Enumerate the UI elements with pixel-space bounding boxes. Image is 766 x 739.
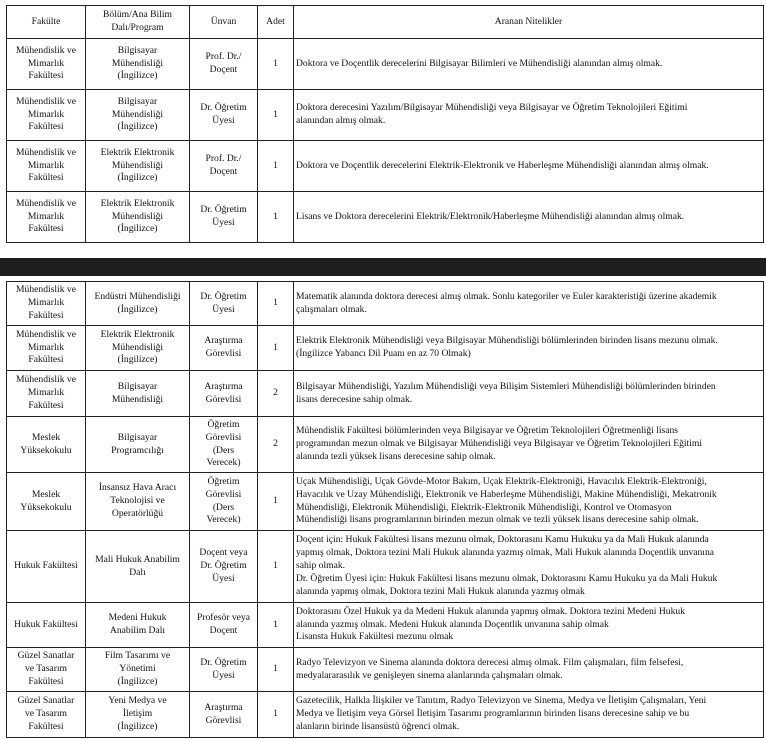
cell-department: Bilgisayar Programcılığı [86,417,190,473]
cell-requirements: Doktora ve Doçentlik derecelerini Elektrik-Elektronik ve Haberleşme Mühendisliği alanından almış olmak. [294,141,764,192]
cell-faculty: Mühendislik ve Mimarlık Fakültesi [7,39,86,90]
cell-requirements: Elektrik Elektronik Mühendisliği veya Bilgisayar Mühendisliği bölümlerinden birinden lisans mezunu olmak. (İngilizce Yabancı Dil Puanı en az 70 Olmak) [294,326,764,371]
cell-title: Prof. Dr./ Doçent [190,39,258,90]
cell-department: Elektrik Elektronik Mühendisliği (İngilizce) [86,326,190,371]
cell-title: Prof. Dr./ Doçent [190,141,258,192]
cell-title: Araştırma Görevlisi [190,371,258,417]
cell-title: Araştırma Görevlisi [190,326,258,371]
table-row [7,648,764,692]
cell-title: Dr. Öğretim Üyesi [190,192,258,243]
cell-requirements: Lisans ve Doktora derecelerini Elektrik/Elektronik/Haberleşme Mühendisliği alanından almış olmak. [294,192,764,243]
cell-title: Profesör veya Doçent [190,603,258,648]
cell-count: 1 [258,90,294,141]
cell-count: 1 [258,531,294,603]
table-row [7,371,764,417]
cell-faculty: Mühendislik ve Mimarlık Fakültesi [7,192,86,243]
cell-faculty: Güzel Sanatlar ve Tasarım Fakültesi [7,692,86,738]
table-row [7,90,764,141]
header-title: Ünvan [190,6,258,39]
cell-count: 1 [258,692,294,738]
table-row [7,326,764,371]
cell-count: 1 [258,39,294,90]
cell-title: Dr. Öğretim Üyesi [190,648,258,692]
cell-title: Doçent veya Dr. Öğretim Üyesi [190,531,258,603]
cell-faculty: Hukuk Fakültesi [7,603,86,648]
cell-department: Bilgisayar Mühendisliği (İngilizce) [86,90,190,141]
cell-faculty: Güzel Sanatlar ve Tasarım Fakültesi [7,648,86,692]
cell-requirements: Doktora ve Doçentlik derecelerini Bilgisayar Bilimleri ve Mühendisliği alanından almış olmak. [294,39,764,90]
table-row [7,192,764,243]
header-faculty: Fakülte [7,6,86,39]
cell-requirements: Mühendislik Fakültesi bölümlerinden veya Bilgisayar ve Öğretim Teknolojileri Öğretmenliği lisans programından mezun olmak ve Bilgisayar Mühendisliği veya Bilgisayar ve Öğretim Teknolojileri Eğitimi alanında tezli yüksek lisans derecesine sahip olmak. [294,417,764,473]
cell-count: 1 [258,141,294,192]
cell-count: 2 [258,371,294,417]
header-requirements: Aranan Nitelikler [294,6,764,39]
cell-title: Dr. Öğretim Üyesi [190,282,258,326]
cell-count: 1 [258,192,294,243]
table-row [7,141,764,192]
cell-faculty: Hukuk Fakültesi [7,531,86,603]
table-header-row [7,6,764,39]
table-row [7,282,764,326]
cell-department: Endüstri Mühendisliği (İngilizce) [86,282,190,326]
positions-table-bottom [6,281,764,738]
cell-title: Öğretim Görevlisi (Ders Verecek) [190,473,258,531]
cell-department: İnsansız Hava Aracı Teknolojisi ve Operatörlüğü [86,473,190,531]
cell-count: 1 [258,473,294,531]
cell-count: 1 [258,282,294,326]
cell-faculty: Meslek Yüksekokulu [7,417,86,473]
table-row [7,531,764,603]
header-department: Bölüm/Ana Bilim Dalı/Program [86,6,190,39]
cell-count: 1 [258,648,294,692]
table-row [7,603,764,648]
cell-department: Elektrik Elektronik Mühendisliği (İngilizce) [86,192,190,243]
cell-faculty: Mühendislik ve Mimarlık Fakültesi [7,141,86,192]
cell-requirements: Radyo Televizyon ve Sinema alanında doktora derecesi almış olmak. Film çalışmaları, film felsefesi, medyalararasılık ve genişleyen sinema alanlarında çalışmaları olmak. [294,648,764,692]
cell-requirements: Matematik alanında doktora derecesi almış olmak. Sonlu kategoriler ve Euler karakteristiği üzerine akademik çalışmaları olmak. [294,282,764,326]
cell-title: Öğretim Görevlisi (Ders Verecek) [190,417,258,473]
cell-faculty: Mühendislik ve Mimarlık Fakültesi [7,326,86,371]
cell-requirements: Uçak Mühendisliği, Uçak Gövde-Motor Bakım, Uçak Elektrik-Elektroniği, Havacılık Elektrik-Elektroniği, Havacılık ve Uzay Mühendisliği, Elektronik ve Haberleşme Mühendisliği, Makine Mühendisliği, Mekatronik Mühendisliği, Elektronik Mühendisliği, Elektrik-Elektronik Mühendisliği, Kontrol ve Otomasyon Mühendisliği lisans programlarının birinden mezun olmak ve tezli yüksek lisans derecesine sahip olmak. [294,473,764,531]
cell-count: 2 [258,417,294,473]
table-row [7,417,764,473]
page-separator-bar [0,258,766,276]
cell-department: Yeni Medya ve İletişim (İngilizce) [86,692,190,738]
cell-department: Bilgisayar Mühendisliği (İngilizce) [86,39,190,90]
cell-department: Elektrik Elektronik Mühendisliği (İngilizce) [86,141,190,192]
table-row [7,39,764,90]
cell-requirements: Doktora derecesini Yazılım/Bilgisayar Mühendisliği veya Bilgisayar ve Öğretim Teknolojileri Eğitimi alanından almış olmak. [294,90,764,141]
cell-requirements: Doçent için: Hukuk Fakültesi lisans mezunu olmak, Doktorasını Kamu Hukuku ya da Mali Hukuk alanında yapmış olmak, Doktora tezini Mali Hukuk alanında yazmış olmak, Mali Hukuk alanında Doçentlik unvanına sahip olmak. Dr. Öğretim Üyesi için: Hukuk Fakültesi lisans mezunu olmak, Doktorasını Kamu Hukuku ya da Mali Hukuk alanında yapmış olmak, Doktora tezini Mali Hukuk alanında yazmış olmak [294,531,764,603]
cell-department: Film Tasarımı ve Yönetimi (İngilizce) [86,648,190,692]
table-row [7,473,764,531]
cell-faculty: Mühendislik ve Mimarlık Fakültesi [7,282,86,326]
cell-faculty: Mühendislik ve Mimarlık Fakültesi [7,90,86,141]
cell-requirements: Bilgisayar Mühendisliği, Yazılım Mühendisliği veya Bilişim Sistemleri Mühendisliği bölümlerinden birinden lisans derecesine sahip olmak. [294,371,764,417]
cell-faculty: Mühendislik ve Mimarlık Fakültesi [7,371,86,417]
cell-requirements: Gazetecilik, Halkla İlişkiler ve Tanıtım, Radyo Televizyon ve Sinema, Medya ve İletişim Çalışmaları, Yeni Medya ve İletişim veya Görsel İletişim Tasarımı programlarının birinden lisans derecesine sahip ve bu alanların birinde lisansüstü öğrenci olmak. [294,692,764,738]
cell-requirements: Doktorasını Özel Hukuk ya da Medeni Hukuk alanında yapmış olmak. Doktora tezini Medeni Hukuk alanında yazmış olmak. Medeni Hukuk alanında Doçentlik unvanına sahip olmak Lisansta Hukuk Fakültesi mezunu olmak [294,603,764,648]
positions-table-top [6,5,764,243]
header-count: Adet [258,6,294,39]
cell-count: 1 [258,326,294,371]
table-row [7,692,764,738]
cell-department: Medeni Hukuk Anabilim Dalı [86,603,190,648]
cell-department: Bilgisayar Mühendisliği [86,371,190,417]
cell-count: 1 [258,603,294,648]
cell-title: Araştırma Görevlisi [190,692,258,738]
cell-title: Dr. Öğretim Üyesi [190,90,258,141]
cell-faculty: Meslek Yüksekokulu [7,473,86,531]
cell-department: Mali Hukuk Anabilim Dalı [86,531,190,603]
